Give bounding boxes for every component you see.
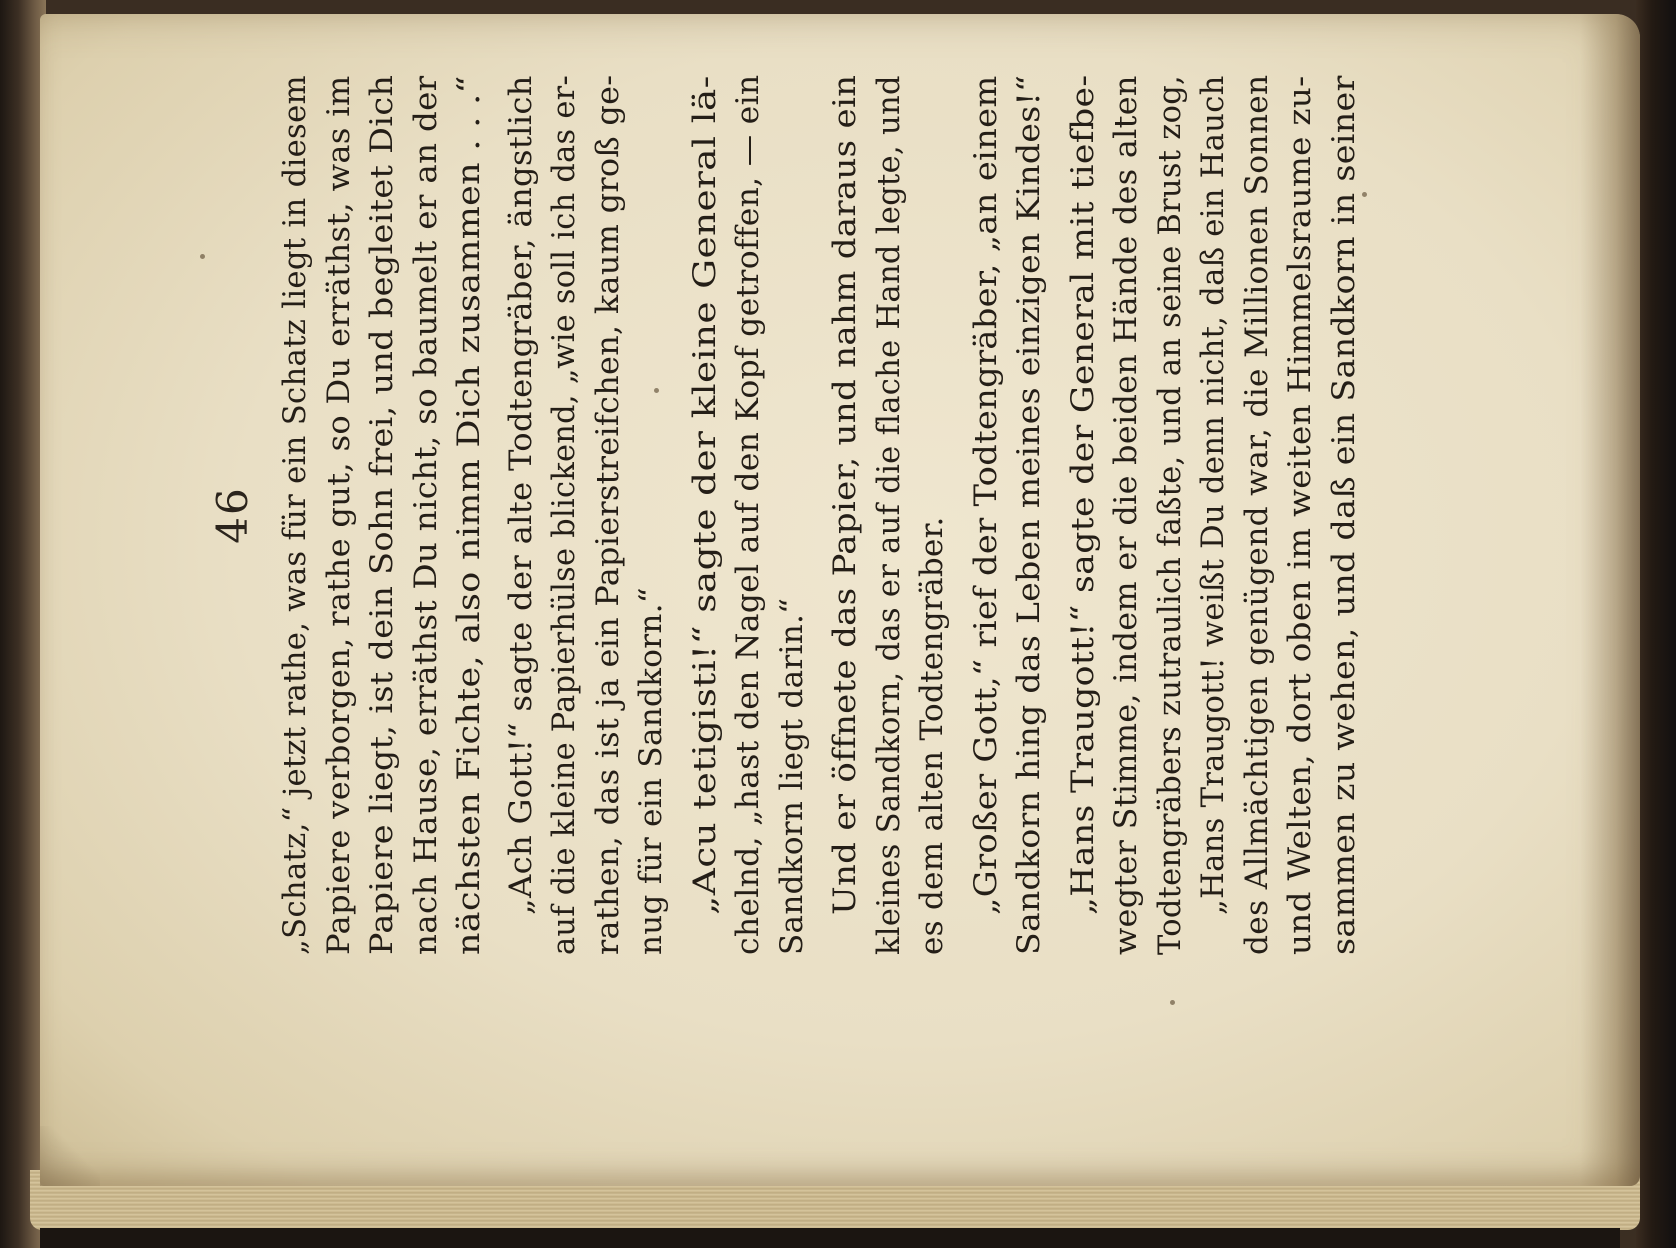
text-line: nächsten Fichte, also nimm Dich zusammen . . .“ xyxy=(451,75,487,955)
text-line: es dem alten Todtengräber. xyxy=(914,516,950,955)
text-line: nach Hause, erräthst Du nicht, so baumelt er an der xyxy=(407,75,444,955)
text-line: Papiere verborgen, rathe gut, so Du erräthst, was im xyxy=(320,75,357,955)
text-line: „Ach Gott!“ sagte der alte Todtengräber, ängstlich xyxy=(502,75,539,915)
text-line: „Hans Traugott! weißt Du denn nicht, daß ein Hauch xyxy=(1195,75,1231,915)
text-line: Sandkorn hing das Leben meines einzigen Kindes!“ xyxy=(1011,74,1047,955)
text-line: auf die kleine Papierhülse blickend, „wie soll ich das er- xyxy=(546,74,582,955)
page-gutter xyxy=(1580,14,1640,1186)
page-fold-corner xyxy=(40,1126,100,1186)
text-line: „Großer Gott,“ rief der Todtengräber, „an einem xyxy=(967,75,1004,915)
table-surface xyxy=(40,1228,1620,1248)
text-line: Todtengräbers zutraulich faßte, und an seine Brust zog, xyxy=(1151,75,1188,955)
text-line: sammen zu wehen, und daß ein Sandkorn in seiner xyxy=(1325,75,1362,955)
text-line: und Welten, dort oben im weiten Himmelsraume zu- xyxy=(1282,75,1318,955)
text-line: kleines Sandkorn, das er auf die flache Hand legte, und xyxy=(870,75,907,955)
paper-speck xyxy=(1362,192,1367,197)
text-line: nug für ein Sandkorn.“ xyxy=(633,587,669,955)
text-line: Papiere liegt, ist dein Sohn frei, und begleitet Dich xyxy=(364,74,400,955)
text-line: rathen, das ist ja ein Papierstreifchen, kaum groß ge- xyxy=(589,74,626,955)
text-line: wegter Stimme, indem er die beiden Hände des alten xyxy=(1108,75,1144,955)
rotated-text-block xyxy=(208,74,1362,955)
page-number: 46 xyxy=(208,486,257,544)
text-line: „Schatz,“ jetzt rathe, was für ein Schatz liegt in diesem xyxy=(277,75,313,955)
text-line: „Acu tetigisti!“ sagte der kleine General lä- xyxy=(686,75,723,915)
paper-speck xyxy=(200,254,205,259)
text-line: „Hans Traugott!“ sagte der General mit tiefbe- xyxy=(1064,74,1101,915)
text-line: Sandkorn liegt darin.“ xyxy=(773,597,810,955)
text-line: chelnd, „hast den Nagel auf den Kopf getroffen, — ein xyxy=(730,74,766,955)
text-line: Und er öffnete das Papier, und nahm daraus ein xyxy=(827,74,863,915)
paper-speck xyxy=(1170,1000,1175,1005)
book-cover-right xyxy=(1636,0,1676,1248)
text-line: des Allmächtigen genügend war, die Millionen Sonnen xyxy=(1238,74,1275,955)
